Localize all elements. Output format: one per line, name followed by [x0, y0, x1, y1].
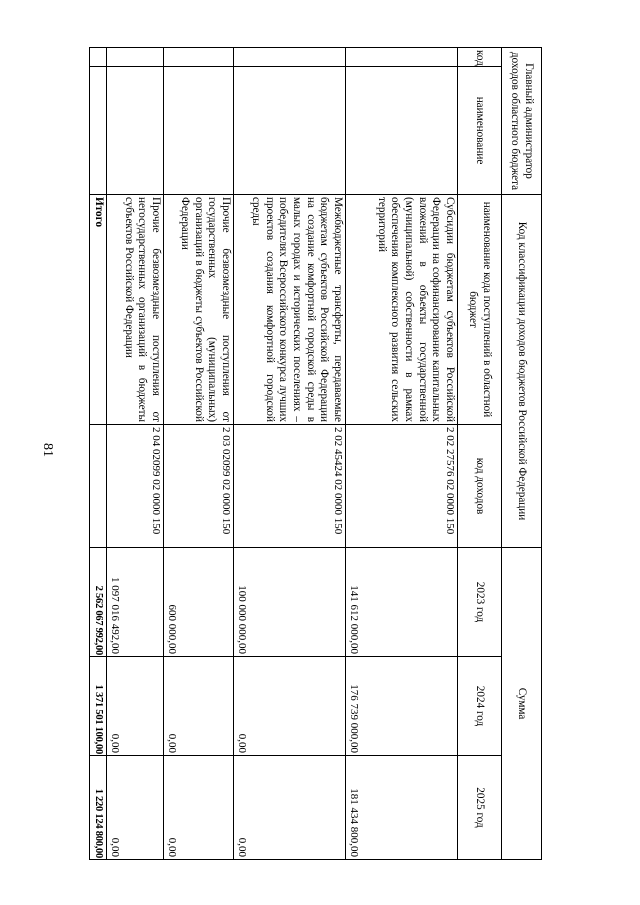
income-name-header: наименование кода поступлений в областной бюджет	[458, 195, 502, 425]
amount-2023-cell: 600 000,00	[164, 548, 234, 657]
income-code-cell: 2 03 02099 02 0000 150	[164, 425, 234, 548]
amount-2023-cell: 100 000 000,00	[234, 548, 346, 657]
total-label: Итого	[90, 195, 107, 425]
admin-name-header: наименование	[458, 67, 502, 195]
amount-2025-cell: 0,00	[164, 756, 234, 860]
budget-income-table	[89, 47, 542, 860]
year-2024-header: 2024 год	[458, 657, 502, 756]
table-row	[346, 48, 458, 860]
table-row	[164, 48, 234, 860]
total-admin-code-cell	[90, 48, 107, 67]
total-2023-cell: 2 562 067 992,00	[90, 548, 107, 657]
table-row	[234, 48, 346, 860]
total-row	[90, 48, 107, 860]
table-row	[107, 48, 164, 860]
sum-group-header: Сумма	[502, 548, 542, 860]
amount-2024-cell: 176 739 000,00	[346, 657, 458, 756]
year-2025-header: 2025 год	[458, 756, 502, 860]
amount-2025-cell: 0,00	[234, 756, 346, 860]
admin-code-header: код	[458, 48, 502, 67]
admin-code-cell	[107, 48, 164, 67]
total-code-cell	[90, 425, 107, 548]
amount-2025-cell: 0,00	[107, 756, 164, 860]
admin-name-cell	[164, 67, 234, 195]
income-name-cell: Прочие безвозмездные поступления от государственных (муниципальных) организаций в бюджеты субъектов Российской Федерации	[164, 195, 234, 425]
income-code-cell: 2 02 27576 02 0000 150	[346, 425, 458, 548]
amount-2024-cell: 0,00	[164, 657, 234, 756]
amount-2023-cell: 1 097 016 492,00	[107, 548, 164, 657]
income-code-cell: 2 02 45424 02 0000 150	[234, 425, 346, 548]
income-code-cell: 2 04 02099 02 0000 150	[107, 425, 164, 548]
year-2023-header: 2023 год	[458, 548, 502, 657]
admin-code-cell	[234, 48, 346, 67]
total-2025-cell: 1 220 124 800,00	[90, 756, 107, 860]
admin-name-cell	[107, 67, 164, 195]
classification-group-header: Код классификации доходов бюджетов Российской Федерации	[502, 195, 542, 548]
income-name-cell: Субсидии бюджетам субъектов Российской Федерации на софинансирование капитальных вложений в объекты государственной (муниципальной) собственности в рамках обеспечения комплексного развития сельских территорий	[346, 195, 458, 425]
admin-group-header: Главный администратор доходов областного бюджета	[502, 48, 542, 195]
income-code-header: код доходов	[458, 425, 502, 548]
amount-2023-cell: 141 612 000,00	[346, 548, 458, 657]
total-admin-name-cell	[90, 67, 107, 195]
admin-name-cell	[346, 67, 458, 195]
total-2024-cell: 1 371 501 100,00	[90, 657, 107, 756]
amount-2024-cell: 0,00	[234, 657, 346, 756]
amount-2025-cell: 181 434 800,00	[346, 756, 458, 860]
page-number: 81	[40, 443, 55, 457]
amount-2024-cell: 0,00	[107, 657, 164, 756]
admin-name-cell	[234, 67, 346, 195]
income-name-cell: Межбюджетные трансферты, передаваемые бюджетам субъектов Российской Федерации на создание комфортной городской среды в малых городах и исторических поселениях – победителях Всероссийского конкурса лучших проектов создания комфортной городской среды	[234, 195, 346, 425]
budget-table-container	[94, 47, 542, 859]
admin-code-cell	[346, 48, 458, 67]
income-name-cell: Прочие безвозмездные поступления от негосударственных организаций в бюджеты субъектов Российской Федерации	[107, 195, 164, 425]
admin-code-cell	[164, 48, 234, 67]
